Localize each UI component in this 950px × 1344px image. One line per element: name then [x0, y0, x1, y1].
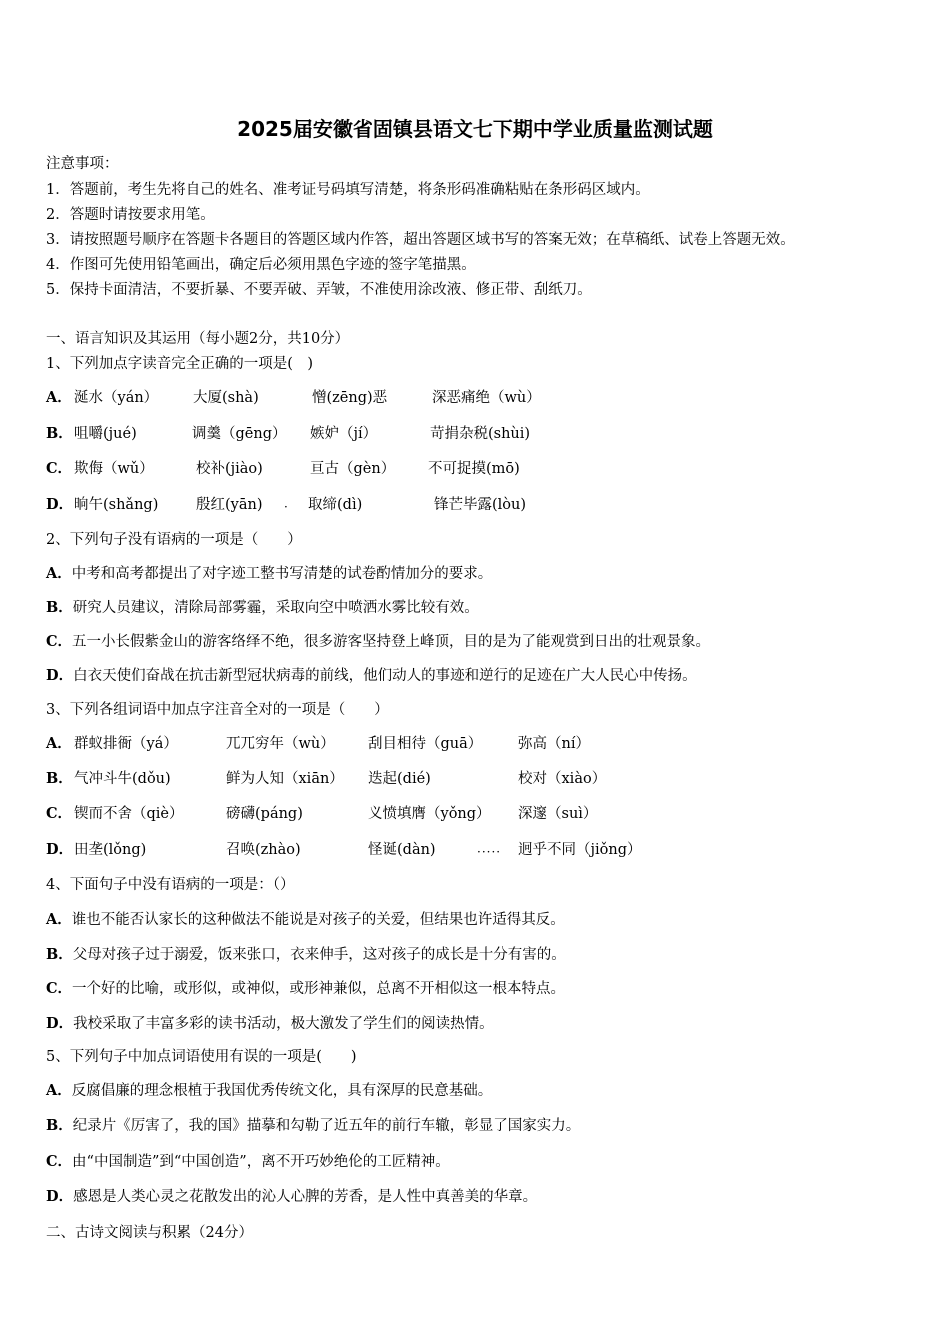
question-stem: 3、下列各组词语中加点字注音全对的一项是（ ） [46, 702, 389, 718]
option-label: C． [46, 460, 73, 477]
option-label: B． [46, 946, 73, 963]
option-item: 锲而不舍（qiè） [74, 806, 184, 822]
notice-item: 4．作图可先使用铅笔画出，确定后必须用黑色字迹的签字笔描黑。 [46, 257, 476, 273]
option-item: 殷红(yān) [196, 497, 263, 513]
option-text: 白衣天使们奋战在抗击新型冠状病毒的前线，他们动人的事迹和逆行的足迹在广大人民心中传扬。 [73, 668, 697, 684]
option-text: 谁也不能否认家长的这种做法不能说是对孩子的关爱，但结果也许适得其反。 [71, 912, 565, 928]
option-item: 不可捉摸(mō) [428, 461, 520, 477]
option-item: 兀兀穷年（wù） [226, 736, 335, 752]
option-item: 锋芒毕露(lòu) [434, 497, 527, 513]
option-item: 义愤填膺（yǒng） [368, 806, 491, 822]
option-label: A． [46, 735, 72, 752]
option-label: B． [46, 770, 73, 787]
option-text: 由“中国制造”到“中国创造”，离不开巧妙绝伦的工匠精神。 [72, 1154, 450, 1170]
option-sentence [46, 1150, 450, 1171]
notice-item: 3．请按照题号顺序在答题卡各题目的答题区域内作答，超出答题区域书写的答案无效；在草稿纸、试卷上答题无效。 [46, 232, 795, 248]
option-text: 父母对孩子过于溺爱，饭来张口，衣来伸手，这对孩子的成长是十分有害的。 [72, 947, 566, 963]
option-label: A． [46, 911, 72, 928]
option-item: 咀嚼(jué) [74, 426, 137, 442]
question-stem: 1、下列加点字读音完全正确的一项是( ) [46, 356, 314, 372]
option-item: 怪诞(dàn) [368, 842, 436, 858]
option-item: 亘古（gèn） [310, 461, 396, 477]
option-sentence [46, 908, 565, 929]
option-label: D． [46, 841, 74, 858]
option-label: D． [46, 667, 74, 684]
option-sentence [46, 977, 565, 998]
page-title: 2025届安徽省固镇县语文七下期中学业质量监测试题 [237, 117, 713, 141]
option-item: 涎水（yán） [74, 390, 159, 406]
option-label: B． [46, 425, 73, 442]
option-sentence [46, 562, 492, 583]
option-item: 取缔(dì) [308, 497, 363, 513]
option-label: B． [46, 599, 73, 616]
option-sentence [46, 1185, 537, 1206]
notice-item: 2．答题时请按要求用笔。 [46, 207, 215, 223]
option-text: 研究人员建议，清除局部雾霾，采取向空中喷洒水雾比较有效。 [72, 600, 479, 616]
option-item: 欺侮（wǔ） [74, 461, 154, 477]
option-text: 感恩是人类心灵之花散发出的沁人心脾的芳香，是人性中真善美的华章。 [73, 1189, 538, 1205]
option-sentence [46, 596, 479, 617]
option-text: 反腐倡廉的理念根植于我国优秀传统文化，具有深厚的民意基础。 [71, 1083, 493, 1099]
option-label: A． [46, 565, 72, 582]
option-item: 苛捐杂税(shùi) [430, 426, 531, 442]
option-label: C． [46, 633, 73, 650]
option-item: 迥乎不同（jiǒng） [518, 842, 642, 858]
option-sentence [46, 664, 697, 685]
notice-item: 1．答题前，考生先将自己的姓名、准考证号码填写清楚，将条形码准确粘贴在条形码区域内。 [46, 182, 650, 198]
option-text: 一个好的比喻，或形似，或神似，或形神兼似，总离不开相似这一根本特点。 [72, 981, 566, 997]
question-stem: 2、下列句子没有语病的一项是（ ） [46, 532, 302, 548]
option-item: 磅礴(páng) [226, 806, 303, 822]
option-label: A． [46, 389, 72, 406]
option-label: D． [46, 1015, 74, 1032]
option-item: 校补(jiào) [196, 461, 263, 477]
option-label: C． [46, 1153, 73, 1170]
notice-heading: 注意事项： [46, 156, 119, 172]
option-sentence [46, 630, 710, 651]
emphasis-dots: ····· [477, 845, 502, 859]
option-item: 嫉妒（jí） [310, 426, 378, 442]
option-label: A． [46, 1082, 72, 1099]
option-item: 弥高（ní） [518, 736, 590, 752]
option-item: 校对（xiào） [518, 771, 607, 787]
option-item: 迭起(dié) [368, 771, 431, 787]
option-sentence [46, 1114, 580, 1135]
option-item: 气冲斗牛(dǒu) [74, 771, 171, 787]
question-stem: 5、下列句子中加点词语使用有误的一项是( ) [46, 1049, 357, 1065]
option-item: 憎(zēng)恶 [312, 390, 388, 406]
section-heading: 一、语言知识及其运用（每小题2分，共10分） [46, 331, 350, 347]
option-item: 群蚁排衙（yá） [74, 736, 178, 752]
option-item: 田垄(lǒng) [74, 842, 147, 858]
option-sentence [46, 1012, 494, 1033]
question-stem: 4、下面句子中没有语病的一项是：（） [46, 877, 295, 893]
option-text: 五一小长假紫金山的游客络绎不绝，很多游客坚持登上峰顶，目的是为了能观赏到日出的壮观景象。 [72, 634, 711, 650]
notice-item: 5．保持卡面清洁，不要折暴、不要弄破、弄皱，不准使用涂改液、修正带、刮纸刀。 [46, 282, 592, 298]
section-heading: 二、古诗文阅读与积累（24分） [46, 1225, 253, 1241]
emphasis-dot: · [284, 500, 289, 514]
option-item: 刮目相待（guā） [368, 736, 483, 752]
option-item: 鲜为人知（xiān） [226, 771, 344, 787]
option-item: 深邃（suì） [518, 806, 598, 822]
option-label: D． [46, 496, 74, 513]
option-item: 晌午(shǎng) [74, 497, 159, 513]
option-label: B． [46, 1117, 73, 1134]
option-sentence [46, 943, 566, 964]
option-sentence [46, 1079, 492, 1100]
option-text: 我校采取了丰富多彩的读书活动，极大激发了学生们的阅读热情。 [73, 1016, 494, 1032]
option-item: 深恶痛绝（wù） [432, 390, 541, 406]
option-label: C． [46, 980, 73, 997]
option-label: C． [46, 805, 73, 822]
option-text: 纪录片《厉害了，我的国》描摹和勾勒了近五年的前行车辙，彰显了国家实力。 [72, 1118, 581, 1134]
option-label: D． [46, 1188, 74, 1205]
option-item: 调羹（gēng） [192, 426, 287, 442]
option-text: 中考和高考都提出了对字迹工整书写清楚的试卷酌情加分的要求。 [71, 566, 493, 582]
option-item: 召唤(zhào) [226, 842, 301, 858]
option-item: 大厦(shà) [193, 390, 259, 406]
